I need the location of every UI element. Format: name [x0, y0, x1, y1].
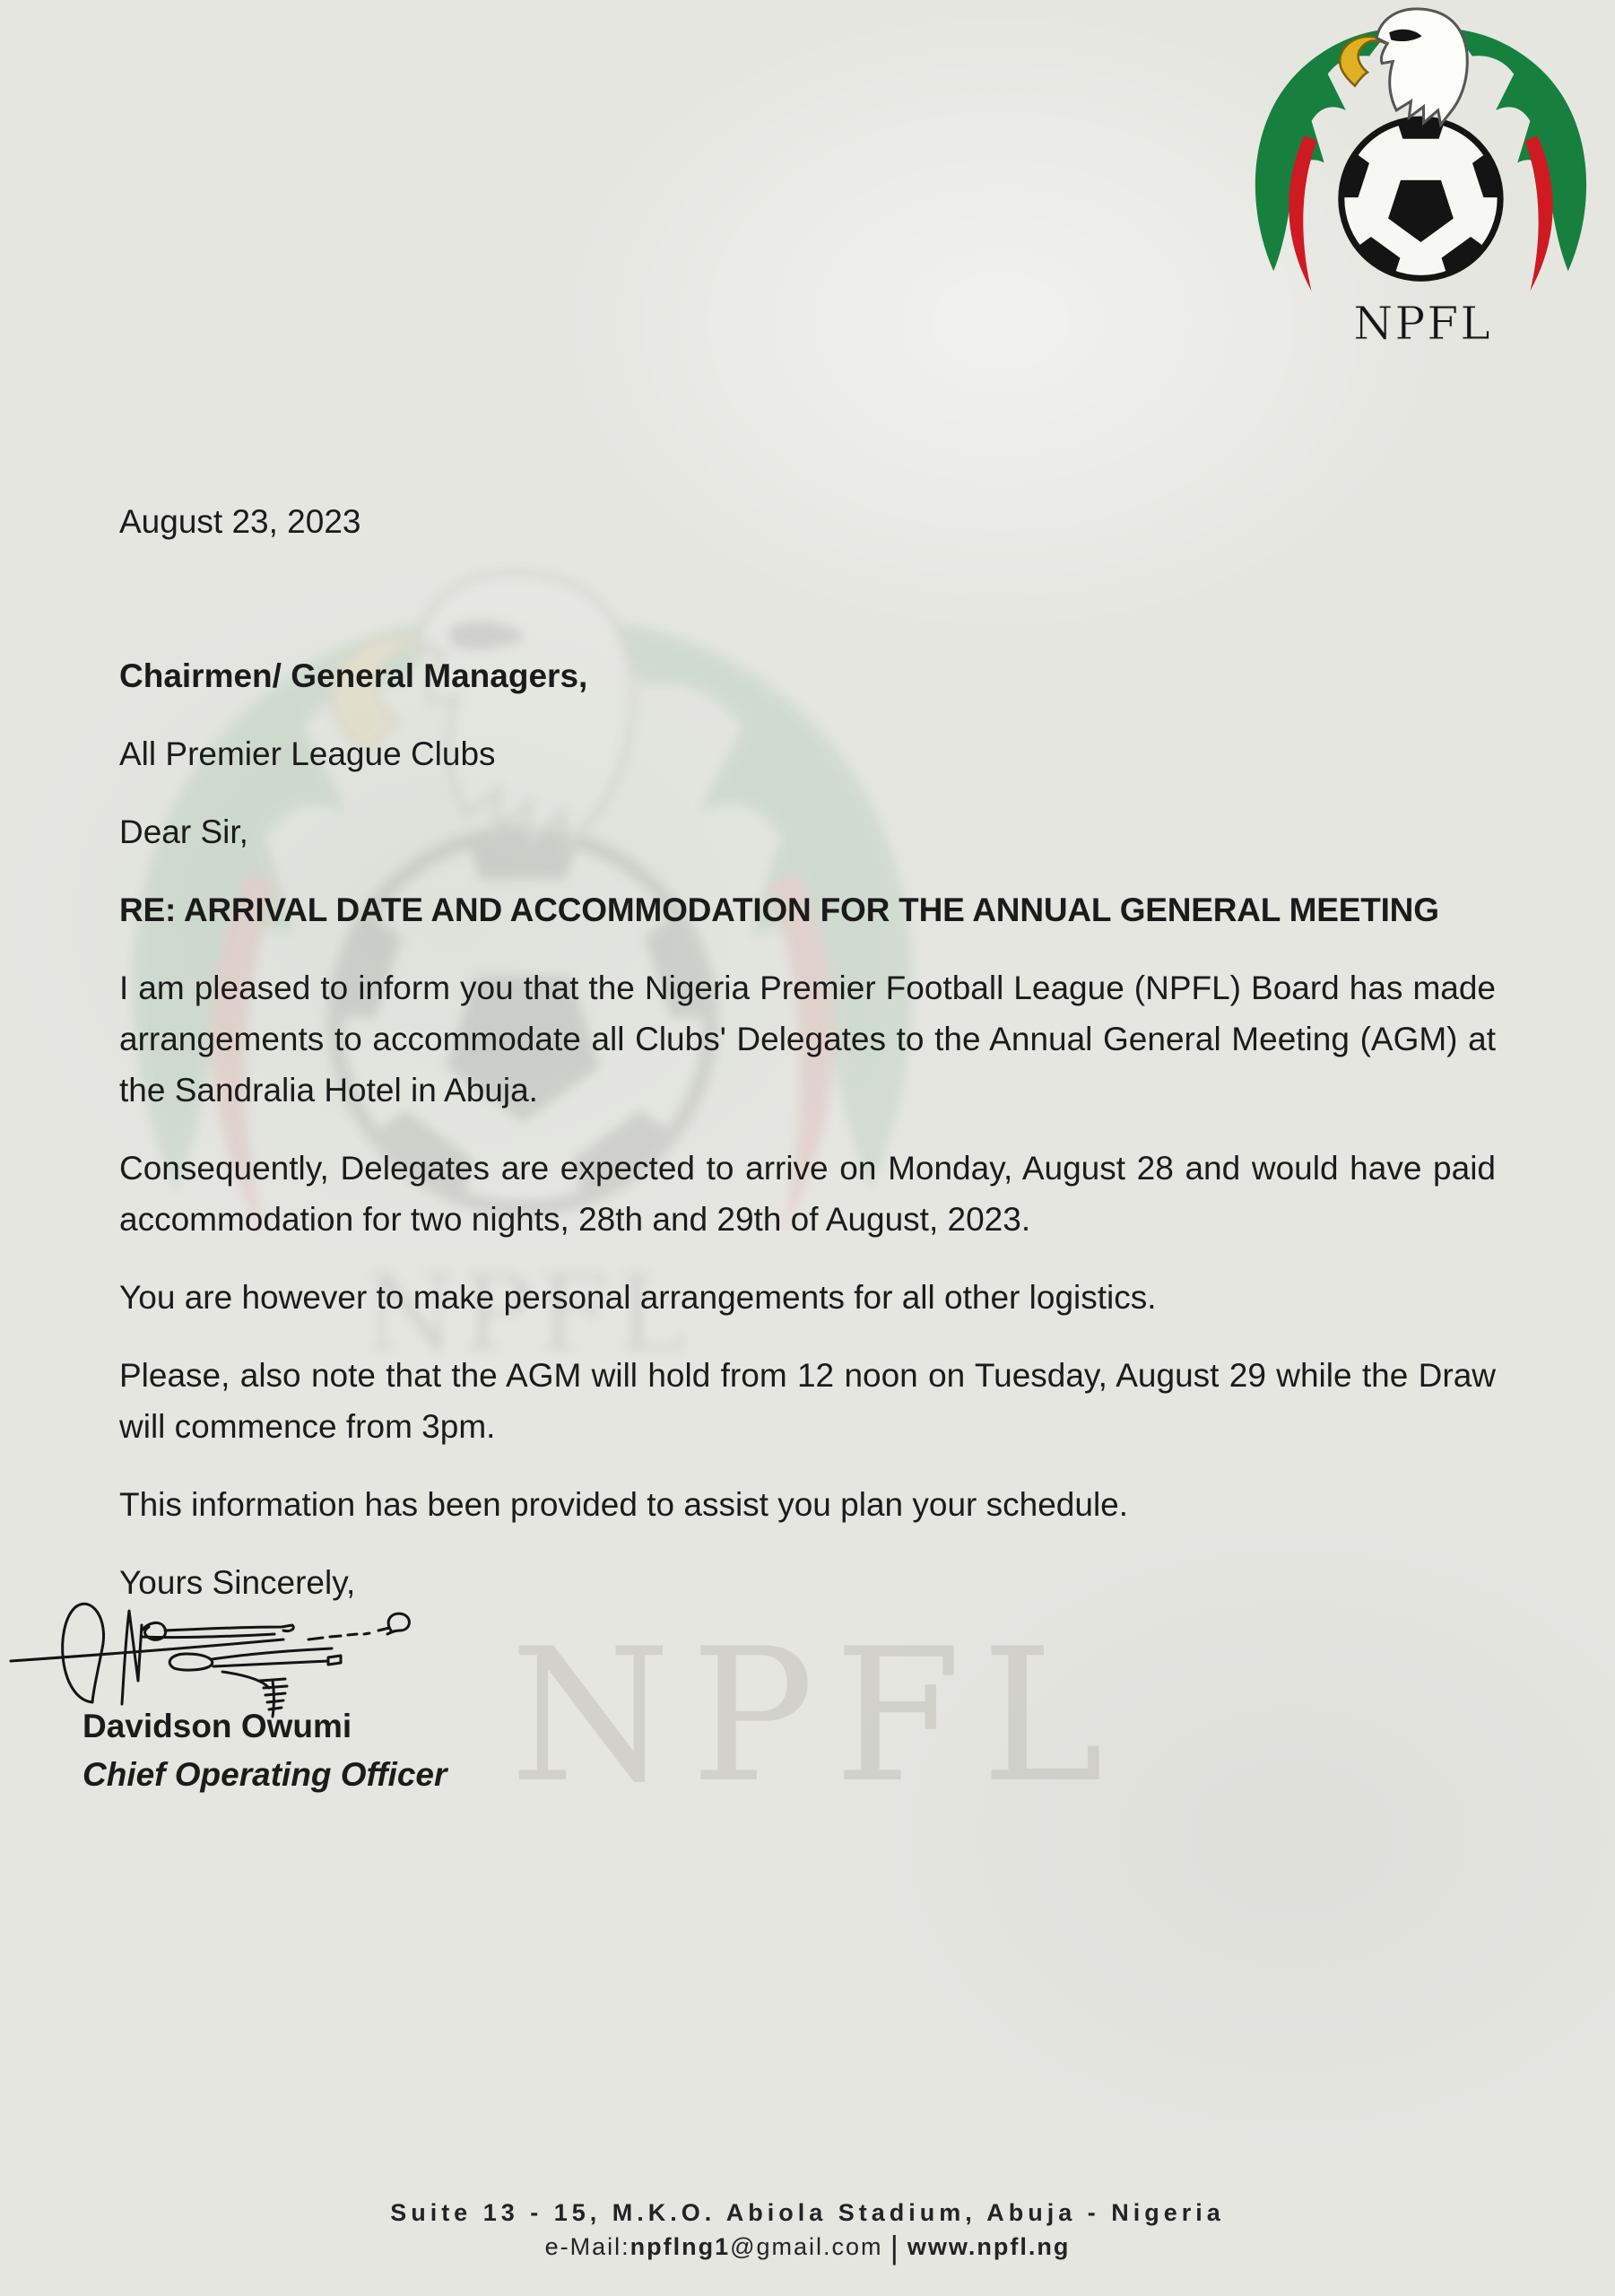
- signatory-title: Chief Operating Officer: [82, 1756, 447, 1793]
- footer-contact: [0, 2230, 1615, 2265]
- date: August 23, 2023: [119, 503, 361, 540]
- signatory-name: Davidson Owumi: [82, 1708, 352, 1744]
- salutation: Dear Sir,: [119, 813, 248, 850]
- email-domain: @gmail.com: [730, 2233, 883, 2260]
- npfl-text-watermark: NPFL: [509, 1610, 1124, 1823]
- footer-divider: |: [890, 2229, 900, 2266]
- email-label: e-Mail:: [544, 2233, 630, 2260]
- paragraph-4: Please, also note that the AGM will hold from 12 noon on Tuesday, August 29 while the Draw will commence from 3pm.: [119, 1357, 1496, 1445]
- letter-footer: [0, 2196, 1615, 2265]
- paragraph-2: Consequently, Delegates are expected to arrive on Monday, August 28 and would have paid accommodation for two nights, 28th and 29th of August, 2023.: [119, 1150, 1496, 1238]
- recipient-line-1: Chairmen/ General Managers,: [119, 657, 588, 694]
- footer-address: Suite 13 - 15, M.K.O. Abiola Stadium, Abuja - Nigeria: [390, 2199, 1225, 2226]
- paragraph-5: This information has been provided to assist you plan your schedule.: [119, 1486, 1129, 1523]
- closing: Yours Sincerely,: [119, 1564, 356, 1601]
- website: www.npfl.ng: [907, 2233, 1071, 2260]
- paper-texture: [0, 0, 269, 135]
- npfl-logo: [1245, 2, 1606, 350]
- email-user: npflng1: [630, 2233, 731, 2260]
- paragraph-3: You are however to make personal arrangements for all other logistics.: [119, 1279, 1157, 1316]
- recipient-line-2: All Premier League Clubs: [119, 735, 496, 772]
- letter-body: [119, 496, 1496, 1608]
- subject-line: RE: ARRIVAL DATE AND ACCOMMODATION FOR THE ANNUAL GENERAL MEETING: [119, 891, 1439, 928]
- paragraph-1: I am pleased to inform you that the Nigeria Premier Football League (NPFL) Board has made arrangements to accommodate all Clubs' Delegates to the Annual General Meeting (AGM) at the Sandralia Hotel in Abuja.: [119, 970, 1496, 1109]
